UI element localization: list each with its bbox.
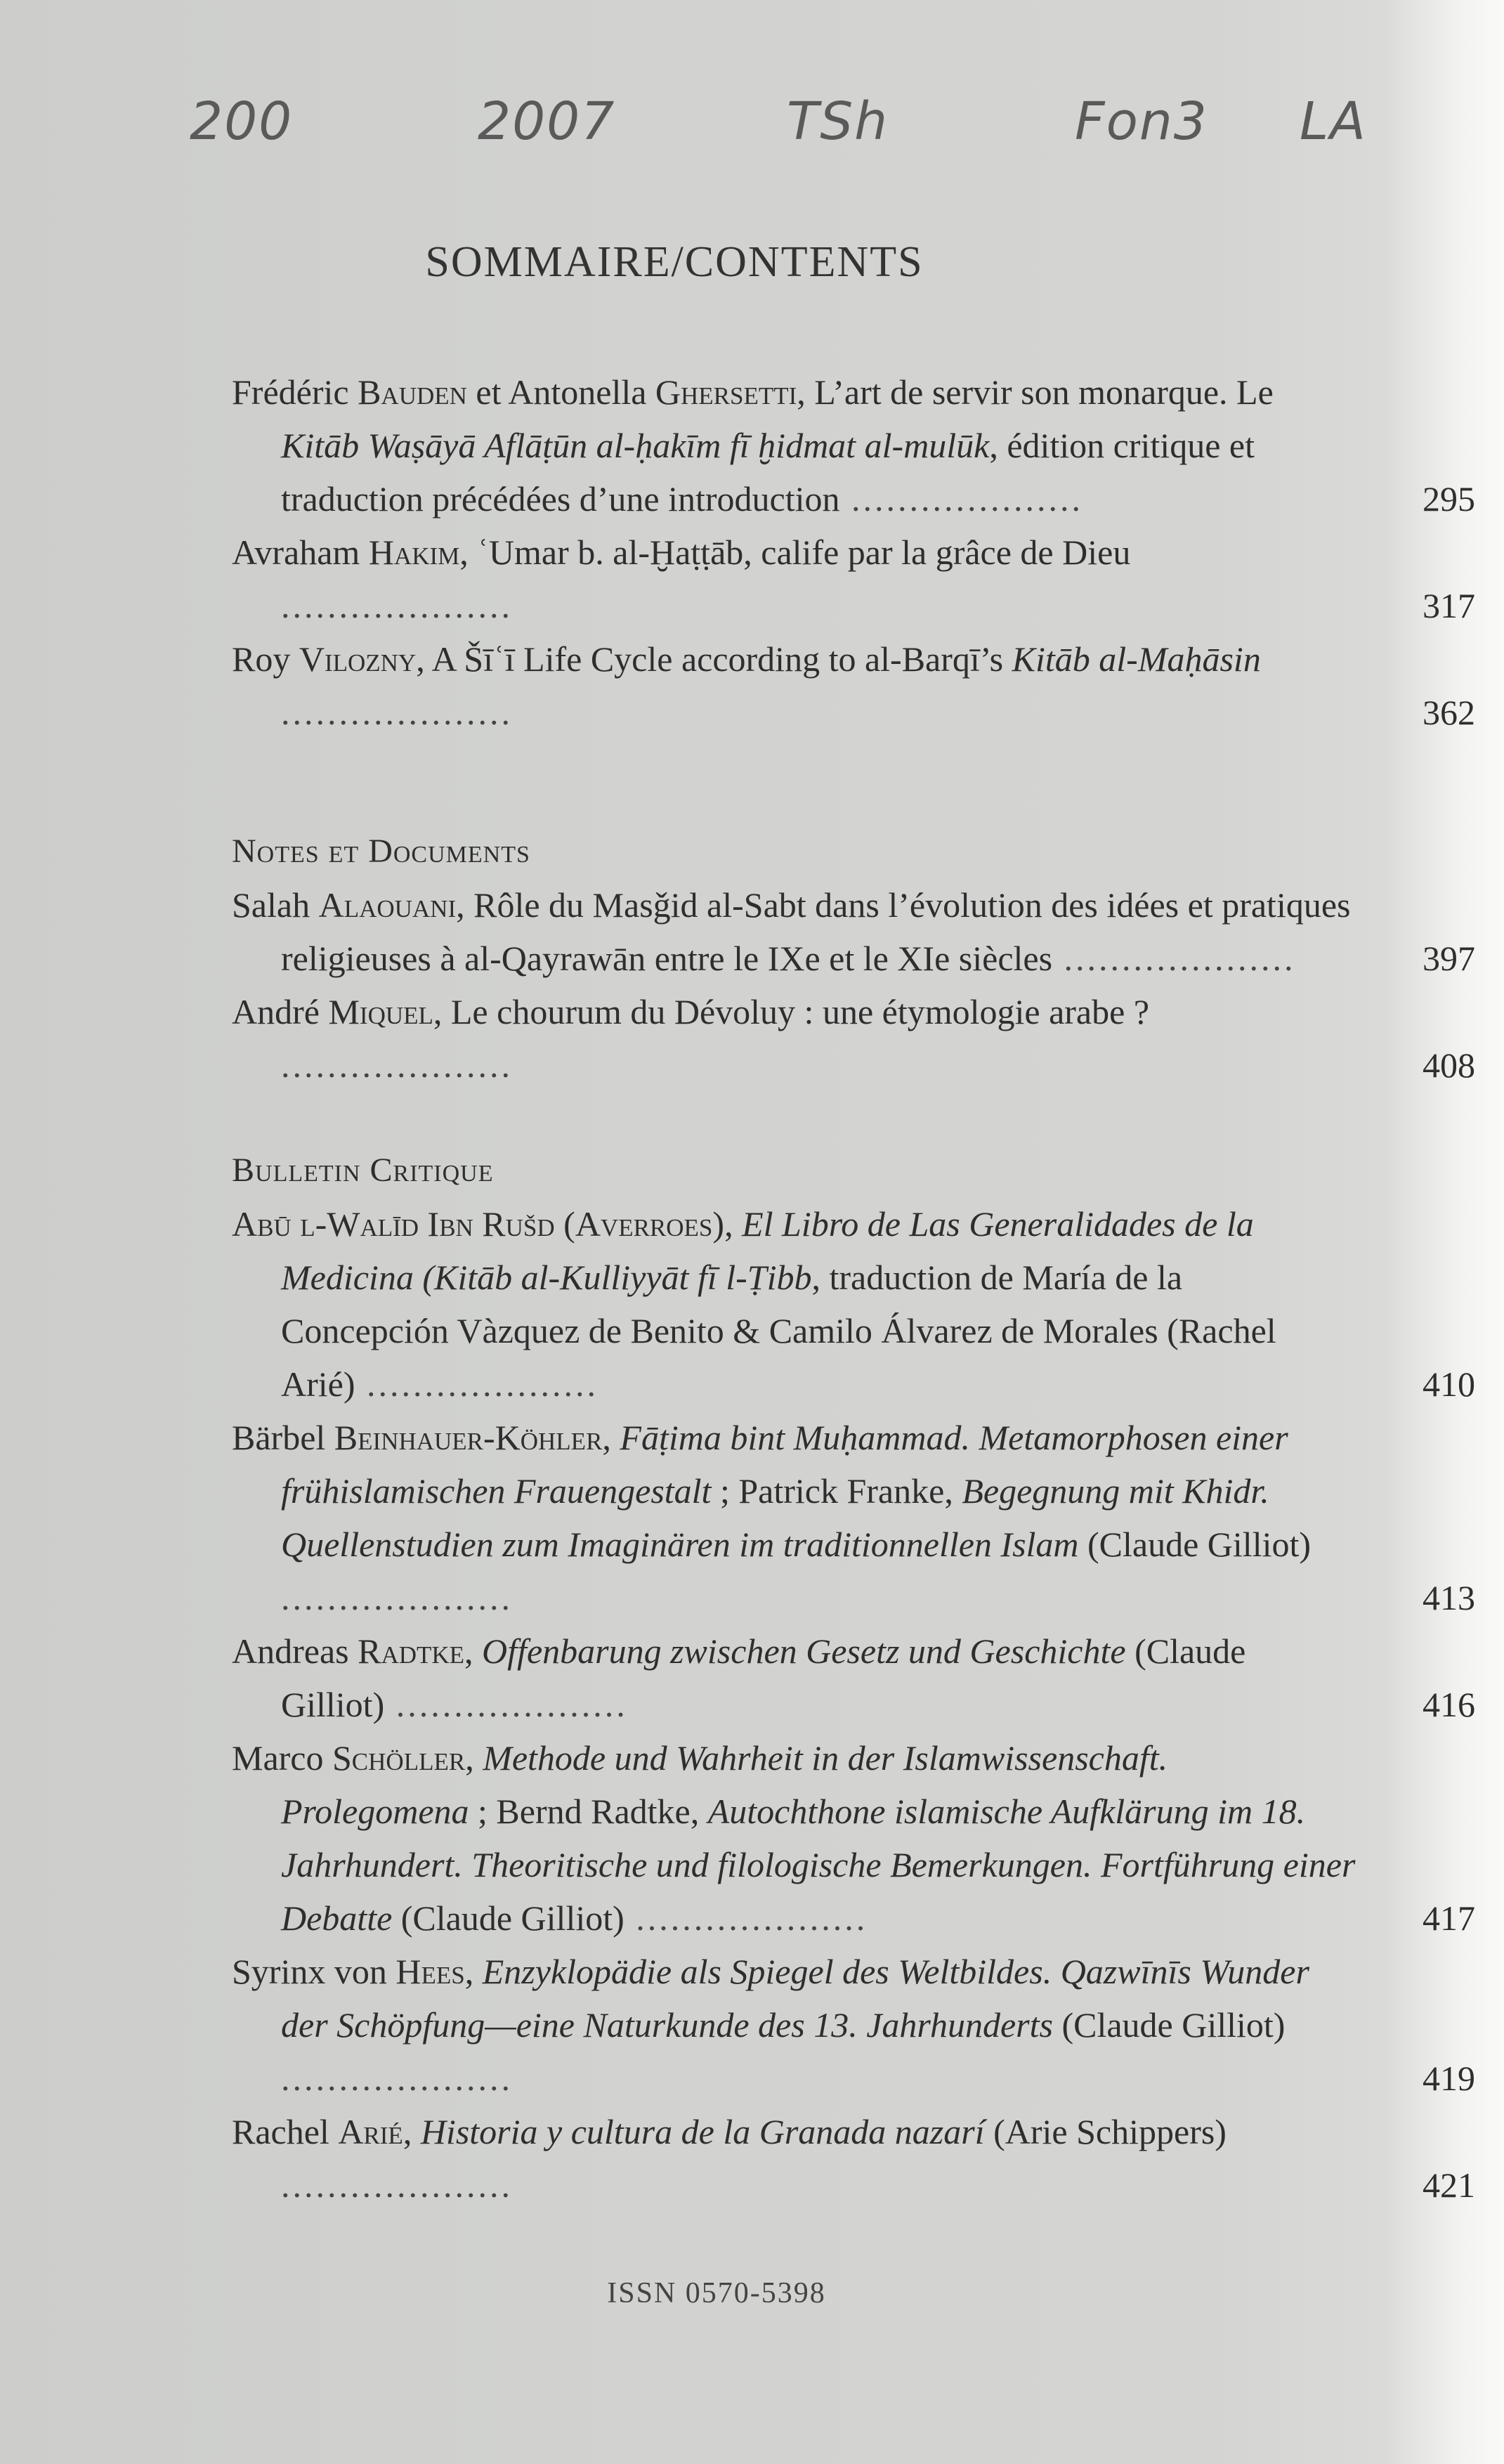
toc-entry [232,1731,1475,1945]
toc-entry [232,878,1475,985]
entry-text-a: , [724,1204,743,1244]
dot-leader: .................... [384,1685,628,1724]
entry-author-last: Bauden [358,372,467,412]
entry-author-first: Andreas [232,1631,358,1671]
entry-italic: Methode und Wahrheit in der Islamwissenschaft. Prolegomena [281,1738,1168,1831]
entry-author-last: Hees [395,1952,465,1991]
entry-author-last: Beinhauer-Köhler [334,1418,603,1457]
entry-italic: El Libro de Las Generalidades de la Medicina (Kitāb al-Kulliyyāt fī l-Ṭibb [281,1204,1254,1297]
entry-author-first: Avraham [232,533,369,572]
dot-leader: .................... [839,479,1084,519]
entry-author-first: Syrinx von [232,1952,396,1991]
entry-author-join: et Antonella [466,372,655,412]
table-of-contents [232,365,1475,2212]
page-number: 317 [1423,586,1475,625]
dot-leader: .................... [281,2059,513,2098]
bulletin-section [232,1197,1475,2212]
page-number: 362 [1423,693,1475,732]
toc-entry [232,985,1475,1092]
entry-author-first: Roy [232,639,299,679]
page-title: SOMMAIRE/CONTENTS [425,238,924,286]
articles-section [232,365,1475,739]
entry-text-c: (Claude Gilliot) [1078,1525,1312,1564]
entry-text-b: ; Bernd Radtke, [469,1792,708,1831]
entry-author-first: Rachel [232,2112,339,2151]
issn-number: ISSN 0570-5398 [607,2277,826,2309]
toc-entry [232,365,1475,526]
entry-italic: Historia y cultura de la Granada nazarí [420,2112,985,2151]
entry-text-b: (Claude Gilliot) [1052,2005,1286,2045]
entry-text-b: (Claude Gilliot) [281,1631,1246,1724]
entry-text-a: , [464,1952,483,1991]
entry-author-first: Marco [232,1738,332,1778]
entry-text-a: , [403,2112,421,2151]
handwritten-note: LA [1300,91,1367,152]
page-number: 413 [1423,1578,1475,1617]
entry-italic: Kitāb al-Maḥāsin [1012,639,1261,679]
entry-text-a: , [465,1738,483,1778]
entry-text-c: (Claude Gilliot) [392,1898,625,1938]
page-number: 408 [1423,1045,1475,1085]
notes-section [232,878,1475,1092]
toc-entry [232,632,1475,739]
entry-author-last: Vilozny [299,639,417,679]
entry-text-a: , [602,1418,620,1457]
toc-entry [232,1411,1475,1624]
entry-author-first: Bärbel [232,1418,334,1457]
entry-text-b: ; Patrick Franke, [711,1471,962,1511]
dot-leader: .................... [281,1045,513,1085]
entry-author-first: Salah [232,885,319,925]
toc-entry [232,1197,1475,1411]
page-number: 419 [1423,2059,1475,2098]
entry-text-a: , ʿUmar b. al-Ḫaṭṭāb, calife par la grâce de Dieu [459,533,1131,572]
handwritten-note: TSh [787,91,889,152]
entry-author-last: Hakim [368,533,460,572]
page-number: 295 [1423,479,1475,519]
dot-leader: .................... [624,1898,868,1938]
page-number: 416 [1423,1685,1475,1724]
entry-text-a: , Rôle du Masǧid al-Sabt dans l’évolution des idées et pratiques religieuses à al-Qayrawān entre le IXe et le XIe siècles [281,885,1351,978]
dot-leader: .................... [1052,939,1296,978]
section-heading-notes: Notes et Documents [232,833,530,870]
entry-author-last: Radtke [358,1631,465,1671]
toc-entry [232,1945,1475,2105]
toc-entry [232,2105,1475,2212]
entry-italic2: Autochthone islamische Aufklärung im 18. Jahrhundert. Theoritische und filologische Bemerkungen. Fortführung einer Debatte [281,1792,1356,1938]
toc-entry [232,1624,1475,1731]
handwritten-note: 2007 [478,91,616,152]
entry-author-first: Frédéric [232,372,358,412]
page-number: 397 [1423,939,1475,978]
handwritten-note: 200 [190,91,294,152]
page-number: 410 [1423,1364,1475,1404]
dot-leader: .................... [281,586,513,625]
entry-text-a: , L’art de servir son monarque. Le [797,372,1274,412]
entry-italic: Offenbarung zwischen Gesetz und Geschichte [482,1631,1126,1671]
entry-author-first: André [232,992,329,1031]
page-number: 417 [1423,1898,1475,1938]
entry-author-last: Miquel [328,992,433,1031]
entry-author2-last: Ghersetti [655,372,797,412]
dot-leader: .................... [281,693,513,732]
entry-author-last: Alaouani [318,885,457,925]
entry-italic: Enzyklopädie als Spiegel des Weltbildes. Qazwīnīs Wunder der Schöpfung—eine Naturkunde des 13. Jahrhunderts [281,1952,1309,2045]
dot-leader: .................... [281,2165,513,2205]
section-heading-bulletin: Bulletin Critique [232,1152,494,1189]
entry-author-last: Schöller [332,1738,466,1778]
dot-leader: .................... [281,1578,513,1617]
entry-text-a: , Le chourum du Dévoluy : une étymologie arabe ? [433,992,1150,1031]
entry-italic2: Begegnung mit Khidr. Quellenstudien zum Imaginären im traditionnellen Islam [281,1471,1269,1564]
entry-text-b: (Arie Schippers) [984,2112,1227,2151]
entry-author-last: Arié [338,2112,403,2151]
dot-leader: .................... [355,1364,599,1404]
entry-author-last: Abū l-Walīd Ibn Rušd (Averroes) [232,1204,725,1244]
handwritten-note: Fon3 [1075,91,1208,152]
entry-text-b: , édition critique et traduction précédées d’une introduction [281,426,1255,519]
entry-text-a: , [464,1631,483,1671]
entry-text-b: , traduction de María de la Concepción Vàzquez de Benito & Camilo Álvarez de Morales (Rachel Arié) [281,1258,1276,1404]
entry-italic: Fāṭima bint Muḥammad. Metamorphosen einer frühislamischen Frauengestalt [281,1418,1288,1511]
entry-italic: Kitāb Waṣāyā Aflāṭūn al-ḥakīm fī ḫidmat al-mulūk [281,426,990,465]
toc-entry [232,526,1475,632]
entry-text-a: , A Šīʿī Life Cycle according to al-Barqī’s [416,639,1012,679]
page-number: 421 [1423,2165,1475,2205]
